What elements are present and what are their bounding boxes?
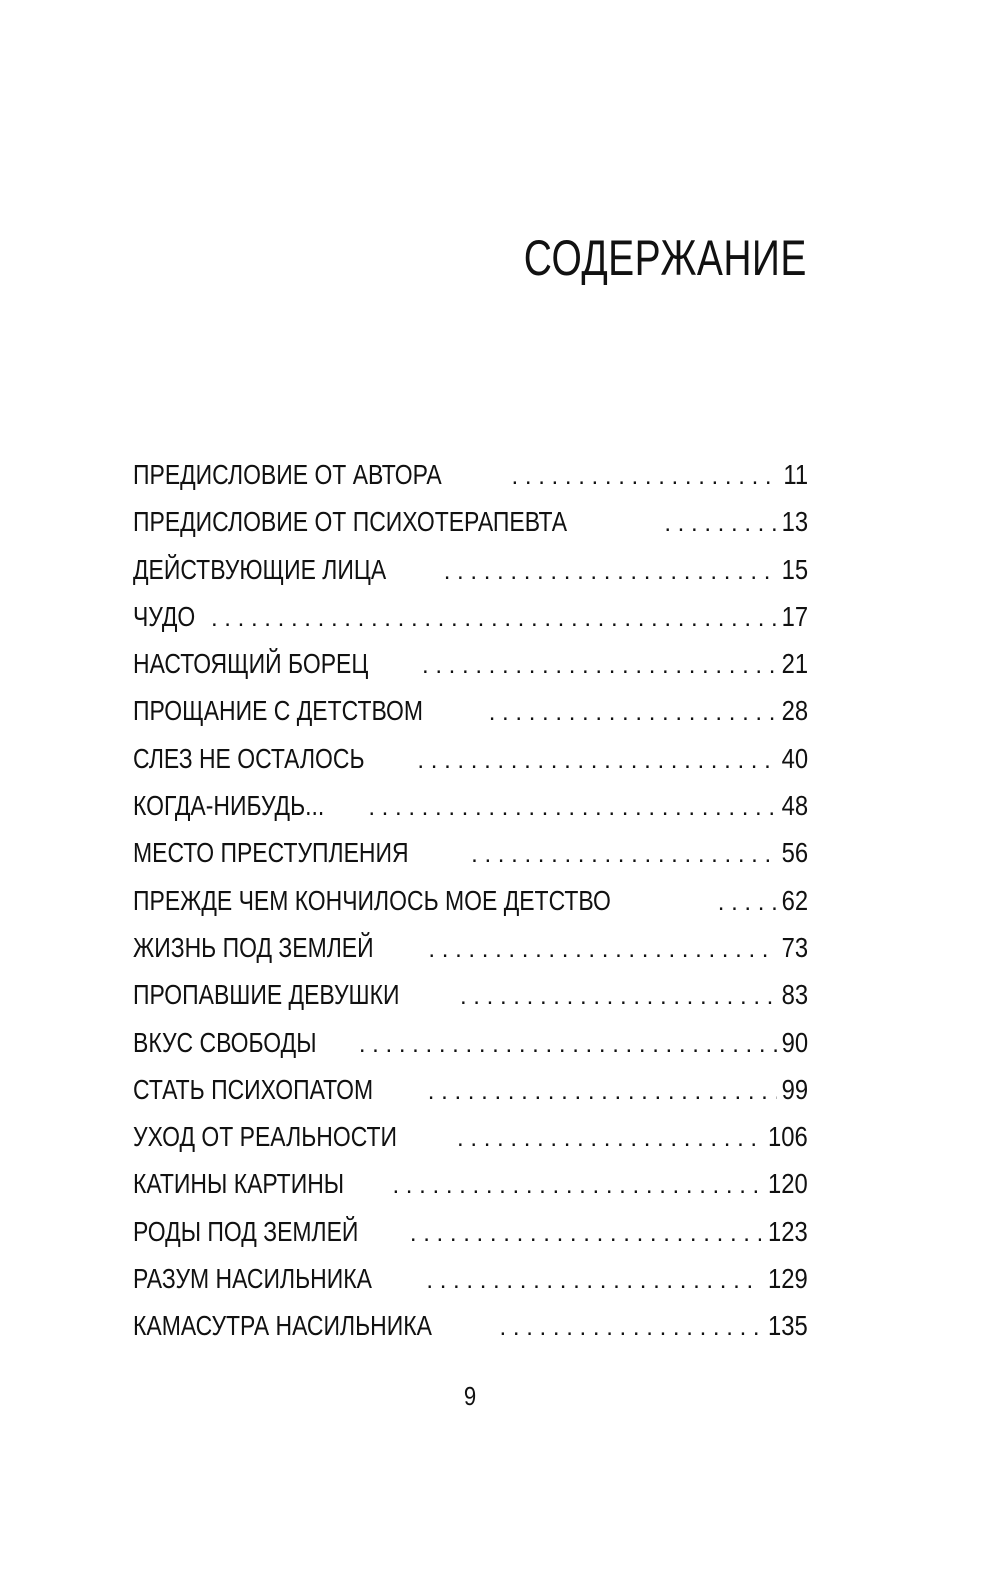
toc-entry[interactable] bbox=[133, 971, 808, 1018]
toc-entry-title: ДЕЙСТВУЮЩИЕ ЛИЦА bbox=[133, 553, 387, 585]
toc-entry[interactable] bbox=[133, 1160, 808, 1207]
toc-entry-title: КАТИНЫ КАРТИНЫ bbox=[133, 1168, 345, 1200]
toc-entry-title: УХОД ОТ РЕАЛЬНОСТИ bbox=[133, 1121, 398, 1153]
toc-entry-title: ЖИЗНЬ ПОД ЗЕМЛЕЙ bbox=[133, 931, 374, 963]
toc-entry-page: 123 bbox=[768, 1215, 808, 1247]
toc-entry-page: 21 bbox=[781, 648, 808, 680]
dot-leader bbox=[424, 1068, 777, 1115]
toc-entry-title: ПРЕЖДЕ ЧЕМ КОНЧИЛОСЬ МОЕ ДЕТСТВО bbox=[133, 884, 611, 916]
table-of-contents bbox=[133, 451, 808, 1350]
toc-entry-page: 13 bbox=[781, 506, 808, 538]
toc-entry[interactable] bbox=[133, 829, 808, 876]
toc-entry[interactable] bbox=[133, 498, 808, 545]
toc-entry[interactable] bbox=[133, 1255, 808, 1302]
toc-entry-title: СЛЕЗ НЕ ОСТАЛОСЬ bbox=[133, 742, 365, 774]
toc-entry-title: КАМАСУТРА НАСИЛЬНИКА bbox=[133, 1310, 432, 1342]
dot-leader bbox=[418, 642, 777, 689]
toc-entry[interactable] bbox=[133, 1302, 808, 1349]
toc-entry[interactable] bbox=[133, 1066, 808, 1113]
dot-leader bbox=[422, 1257, 761, 1304]
toc-entry-page: 15 bbox=[781, 553, 808, 585]
toc-entry[interactable] bbox=[133, 1208, 808, 1255]
toc-entry-page: 62 bbox=[781, 884, 808, 916]
toc-entry[interactable] bbox=[133, 782, 808, 829]
toc-entry-title: ПРЕДИСЛОВИЕ ОТ АВТОРА bbox=[133, 459, 442, 490]
toc-entry[interactable] bbox=[133, 877, 808, 924]
toc-entry-page: 17 bbox=[781, 600, 808, 632]
toc-entry-title: РОДЫ ПОД ЗЕМЛЕЙ bbox=[133, 1215, 359, 1247]
toc-entry[interactable] bbox=[133, 593, 808, 640]
toc-entry[interactable] bbox=[133, 640, 808, 687]
toc-entry-page: 129 bbox=[768, 1263, 808, 1295]
dot-leader bbox=[440, 548, 777, 595]
toc-entry[interactable] bbox=[133, 1019, 808, 1066]
toc-entry-title: РАЗУМ НАСИЛЬНИКА bbox=[133, 1263, 372, 1295]
dot-leader bbox=[453, 1115, 761, 1162]
dot-leader bbox=[508, 453, 779, 500]
toc-entry-page: 11 bbox=[783, 459, 808, 490]
dot-leader bbox=[660, 500, 777, 547]
toc-entry[interactable] bbox=[133, 1113, 808, 1160]
dot-leader bbox=[364, 784, 777, 831]
toc-entry-title: ПРОЩАНИЕ С ДЕТСТВОМ bbox=[133, 695, 424, 727]
toc-entry-page: 83 bbox=[781, 979, 808, 1011]
toc-entry-title: МЕСТО ПРЕСТУПЛЕНИЯ bbox=[133, 837, 409, 869]
dot-leader bbox=[467, 831, 777, 878]
toc-entry-page: 73 bbox=[781, 931, 808, 963]
dot-leader bbox=[714, 879, 777, 926]
dot-leader bbox=[424, 926, 776, 973]
toc-entry-title: ЧУДО bbox=[133, 600, 196, 632]
toc-entry-title: КОГДА-НИБУДЬ... bbox=[133, 790, 325, 822]
toc-entry[interactable] bbox=[133, 735, 808, 782]
toc-entry[interactable] bbox=[133, 546, 808, 593]
toc-entry-page: 90 bbox=[781, 1026, 808, 1058]
dot-leader bbox=[456, 973, 777, 1020]
toc-entry-title: ВКУС СВОБОДЫ bbox=[133, 1026, 317, 1058]
dot-leader bbox=[496, 1304, 762, 1351]
toc-entry-page: 48 bbox=[781, 790, 808, 822]
toc-entry[interactable] bbox=[133, 687, 808, 734]
toc-entry-page: 28 bbox=[781, 695, 808, 727]
dot-leader bbox=[406, 1210, 761, 1257]
toc-entry-page: 40 bbox=[781, 742, 808, 774]
dot-leader bbox=[485, 689, 777, 736]
dot-leader bbox=[413, 737, 776, 784]
toc-entry-page: 106 bbox=[768, 1121, 808, 1153]
page-title: СОДЕРЖАНИЕ bbox=[524, 230, 807, 286]
page-number: 9 bbox=[463, 1381, 477, 1411]
toc-entry-page: 135 bbox=[768, 1310, 808, 1342]
dot-leader bbox=[355, 1021, 777, 1068]
toc-entry-page: 99 bbox=[781, 1073, 808, 1105]
toc-entry[interactable] bbox=[133, 451, 808, 498]
toc-entry-title: СТАТЬ ПСИХОПАТОМ bbox=[133, 1073, 374, 1105]
toc-entry-page: 120 bbox=[768, 1168, 808, 1200]
toc-entry-title: ПРЕДИСЛОВИЕ ОТ ПСИХОТЕРАПЕВТА bbox=[133, 506, 568, 538]
toc-entry-title: НАСТОЯЩИЙ БОРЕЦ bbox=[133, 648, 369, 680]
toc-entry-page: 56 bbox=[781, 837, 808, 869]
dot-leader bbox=[207, 595, 777, 642]
toc-entry[interactable] bbox=[133, 924, 808, 971]
dot-leader bbox=[388, 1162, 761, 1209]
toc-entry-title: ПРОПАВШИЕ ДЕВУШКИ bbox=[133, 979, 400, 1011]
